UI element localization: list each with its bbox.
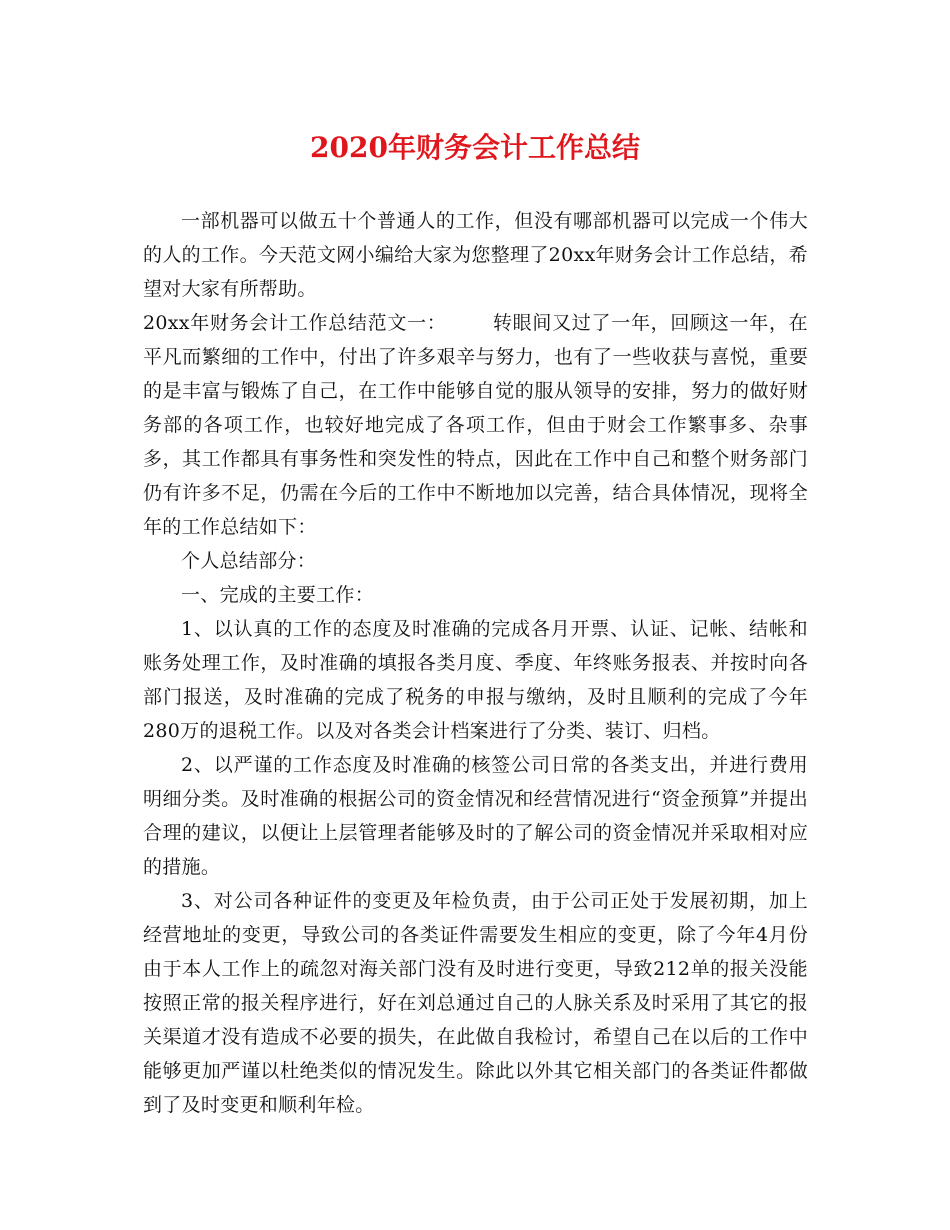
sample-heading: 20xx年财务会计工作总结范文一： <box>143 312 447 334</box>
sample-body: 转眼间又过了一年，回顾这一年，在平凡而繁细的工作中，付出了许多艰辛与努力，也有了一些收获与喜悦，重要的是丰富与锻炼了自己，在工作中能够自觉的服从领导的安排，努力的做好财务部的各项工作，也较好地完成了各项工作，但由于财会工作繁事多、杂事多，其工作都具有事务性和突发性的特点，因此在工作中自己和整个财务部门仍有许多不足，仍需在今后的工作中不断地加以完善，结合具体情况，现将全年的工作总结如下： <box>143 312 808 538</box>
list-item-3: 3、对公司各种证件的变更及年检负责，由于公司正处于发展初期，加上经营地址的变更，导致公司的各类证件需要发生相应的变更，除了今年4月份由于本人工作上的疏忽对海关部门没有及时进行变更，导致212单的报关没能按照正常的报关程序进行，好在刘总通过自己的人脉关系及时采用了其它的报关渠道才没有造成不必要的损失，在此做自我检讨，希望自己在以后的工作中能够更加严谨以杜绝类似的情况发生。除此以外其它相关部门的各类证件都做到了及时变更和顺利年检。 <box>143 890 808 1116</box>
document-title: 2020年财务会计工作总结 <box>310 131 640 164</box>
list-item-1: 1、以认真的工作的态度及时准确的完成各月开票、认证、记帐、结帐和账务处理工作，及时准确的填报各类月度、季度、年终账务报表、并按时向各部门报送，及时准确的完成了税务的申报与缴纳，及时且顺利的完成了今年280万的退税工作。以及对各类会计档案进行了分类、装订、归档。 <box>143 618 808 742</box>
section-heading-personal: 个人总结部分： <box>181 550 317 572</box>
list-item-2: 2、以严谨的工作态度及时准确的核签公司日常的各类支出，并进行费用明细分类。及时准确的根据公司的资金情况和经营情况进行“资金预算”并提出合理的建议，以便让上层管理者能够及时的了解公司的资金情况并采取相对应的措施。 <box>143 754 808 878</box>
section-heading-one: 一、完成的主要工作： <box>181 584 375 606</box>
document-body <box>143 204 808 1122</box>
paragraph-sample <box>143 306 808 544</box>
paragraph-intro: 一部机器可以做五十个普通人的工作，但没有哪部机器可以完成一个伟大的人的工作。今天范文网小编给大家为您整理了20xx年财务会计工作总结，希望对大家有所帮助。 <box>143 210 808 300</box>
